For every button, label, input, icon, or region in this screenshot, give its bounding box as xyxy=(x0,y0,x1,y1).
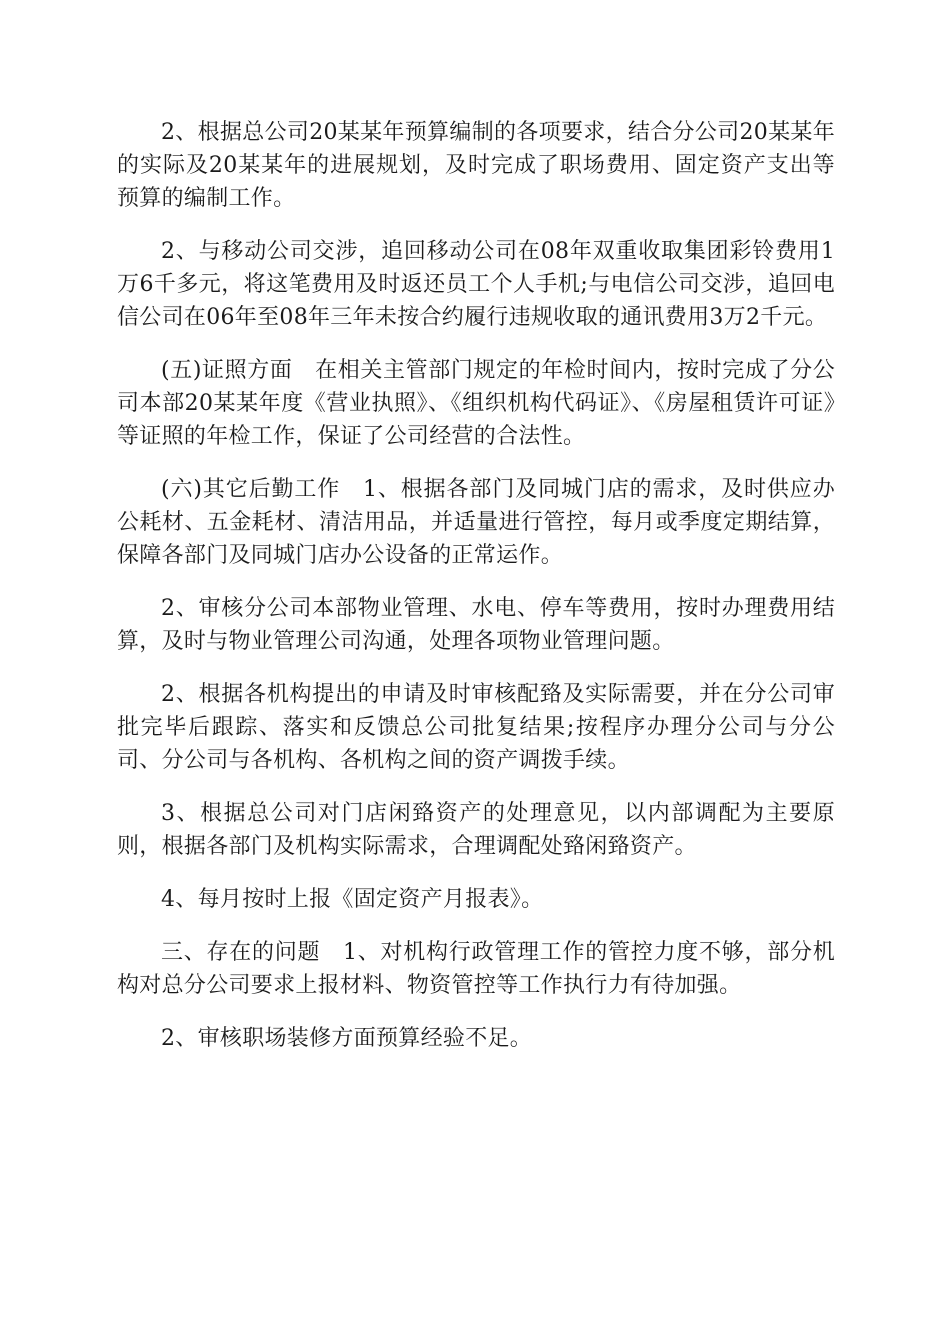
paragraph-asset-allocation: 2、根据各机构提出的申请及时审核配臵及实际需要，并在分公司审批完毕后跟踪、落实和反馈总公司批复结果;按程序办理分公司与分公司、分公司与各机构、各机构之间的资产调拨手续。 xyxy=(117,682,835,773)
paragraph-licenses: (五)证照方面 在相关主管部门规定的年检时间内，按时完成了分公司本部20某某年度《营业执照》、《组织机构代码证》、《房屋租赁许可证》等证照的年检工作，保证了公司经营的合法性。 xyxy=(117,358,835,449)
document-body xyxy=(117,116,835,1075)
paragraph-idle-assets: 3、根据总公司对门店闲臵资产的处理意见，以内部调配为主要原则，根据各部门及机构实际需求，合理调配处臵闲臵资产。 xyxy=(117,801,835,859)
paragraph-budget-preparation: 2、根据总公司20某某年预算编制的各项要求，结合分公司20某某年的实际及20某某年的进展规划，及时完成了职场费用、固定资产支出等预算的编制工作。 xyxy=(117,120,835,211)
paragraph-property-fees: 2、审核分公司本部物业管理、水电、停车等费用，按时办理费用结算，及时与物业管理公司沟通，处理各项物业管理问题。 xyxy=(117,596,835,654)
paragraph-monthly-report: 4、每月按时上报《固定资产月报表》。 xyxy=(161,887,544,912)
paragraph-telecom-refunds: 2、与移动公司交涉，追回移动公司在08年双重收取集团彩铃费用1万6千多元，将这笔费用及时返还员工个人手机;与电信公司交涉，追回电信公司在06年至08年三年未按合约履行违规收取的通讯费用3万2千元。 xyxy=(117,239,835,330)
paragraph-existing-problems: 三、存在的问题 1、对机构行政管理工作的管控力度不够，部分机构对总分公司要求上报材料、物资管控等工作执行力有待加强。 xyxy=(117,940,835,998)
paragraph-renovation-budget: 2、审核职场装修方面预算经验不足。 xyxy=(161,1026,533,1051)
paragraph-other-logistics: (六)其它后勤工作 1、根据各部门及同城门店的需求，及时供应办公耗材、五金耗材、清洁用品，并适量进行管控，每月或季度定期结算，保障各部门及同城门店办公设备的正常运作。 xyxy=(117,477,835,568)
